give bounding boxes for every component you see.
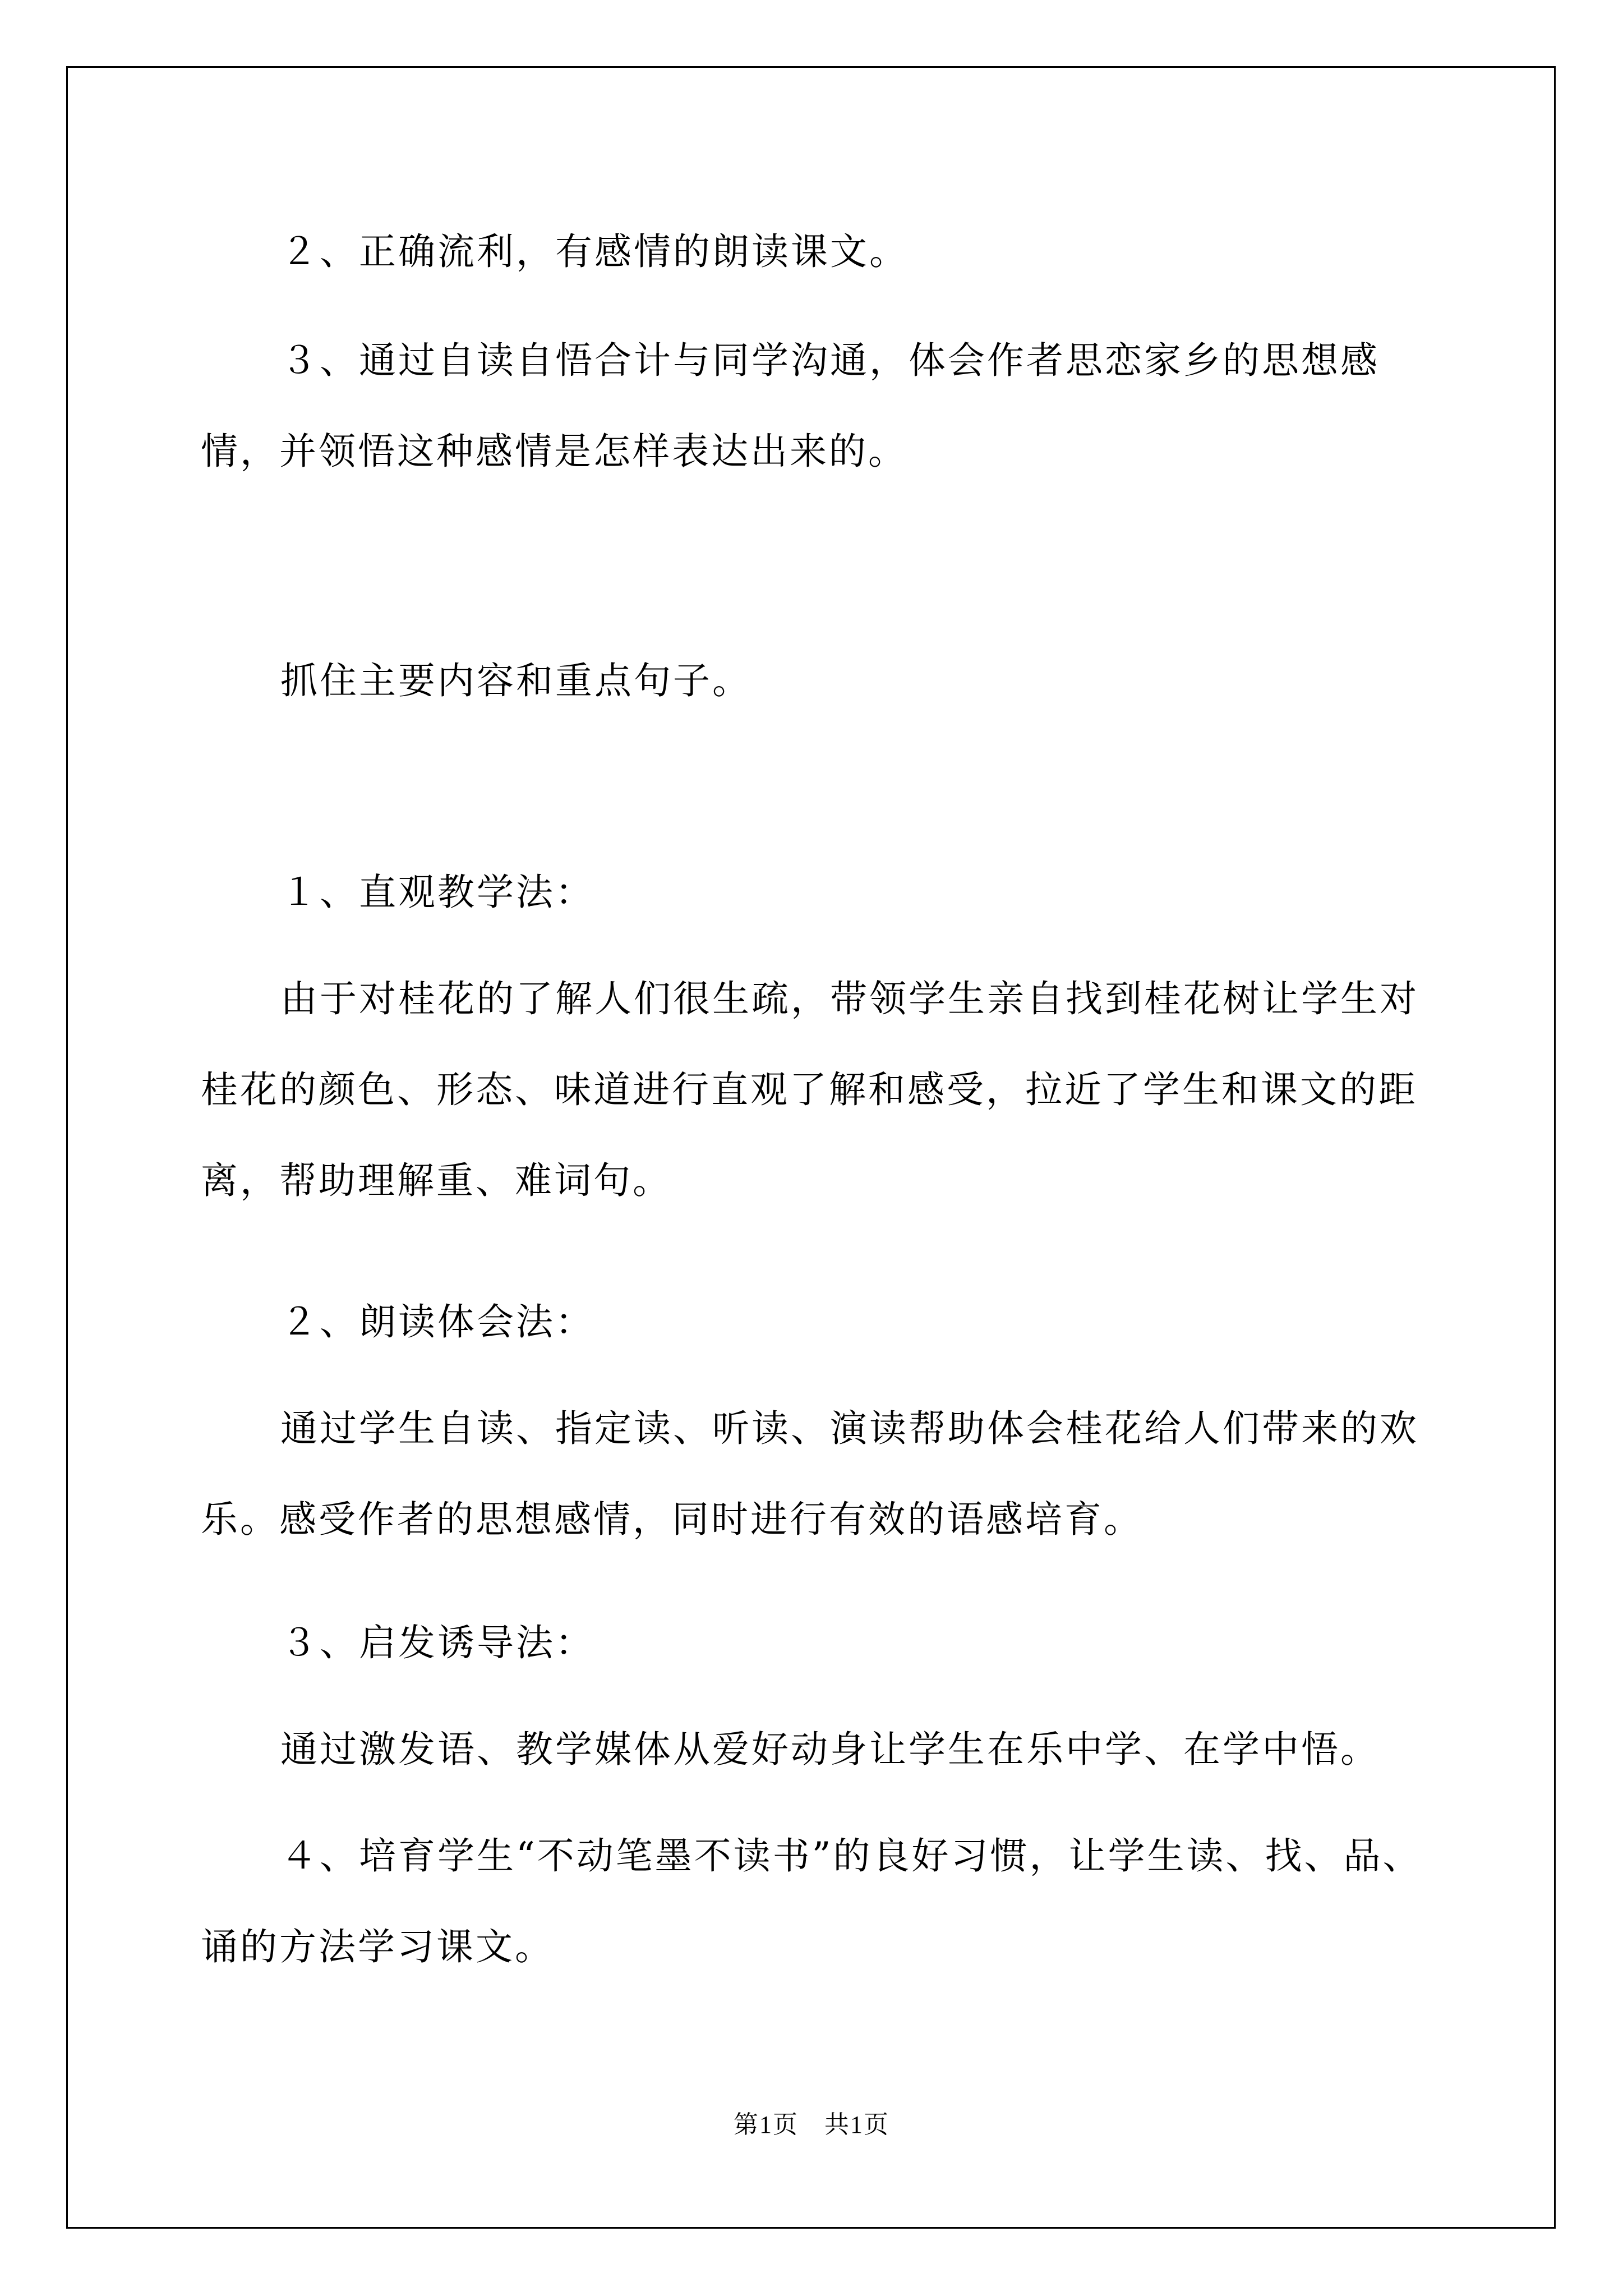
paragraph-3: 抓住主要内容和重点句子。 xyxy=(280,659,751,702)
paragraph-4: １、直观教学法： xyxy=(280,871,594,914)
paragraph-5: 由于对桂花的了解人们很生疏，带领学生亲自找到桂花树让学生对桂花的颜色、形态、味道进行直观了解和感受，拉近了学生和课文的距离，帮助理解重、难词句。 xyxy=(201,977,1419,1202)
page-footer: 第1页 共1页 xyxy=(734,2111,889,2138)
paragraph-6: ２、朗读体会法： xyxy=(280,1300,594,1343)
paragraph-2: ３、通过自读自悟合计与同学沟通，体会作者思恋家乡的思想感情，并领悟这种感情是怎样表达出来的。 xyxy=(201,339,1380,473)
paragraph-9: 通过激发语、教学媒体从爱好动身让学生在乐中学、在学中悟。 xyxy=(280,1728,1380,1771)
paragraph-1: ２、正确流利，有感情的朗读课文。 xyxy=(280,230,909,273)
paragraph-7: 通过学生自读、指定读、听读、演读帮助体会桂花给人们带来的欢乐。感受作者的思想感情，同时进行有效的语感培育。 xyxy=(201,1407,1419,1541)
paragraph-10: ４、培育学生“不动笔墨不读书”的良好习惯，让学生读、找、品、诵的方法学习课文。 xyxy=(201,1834,1422,1968)
paragraph-8: ３、启发诱导法： xyxy=(280,1621,594,1664)
